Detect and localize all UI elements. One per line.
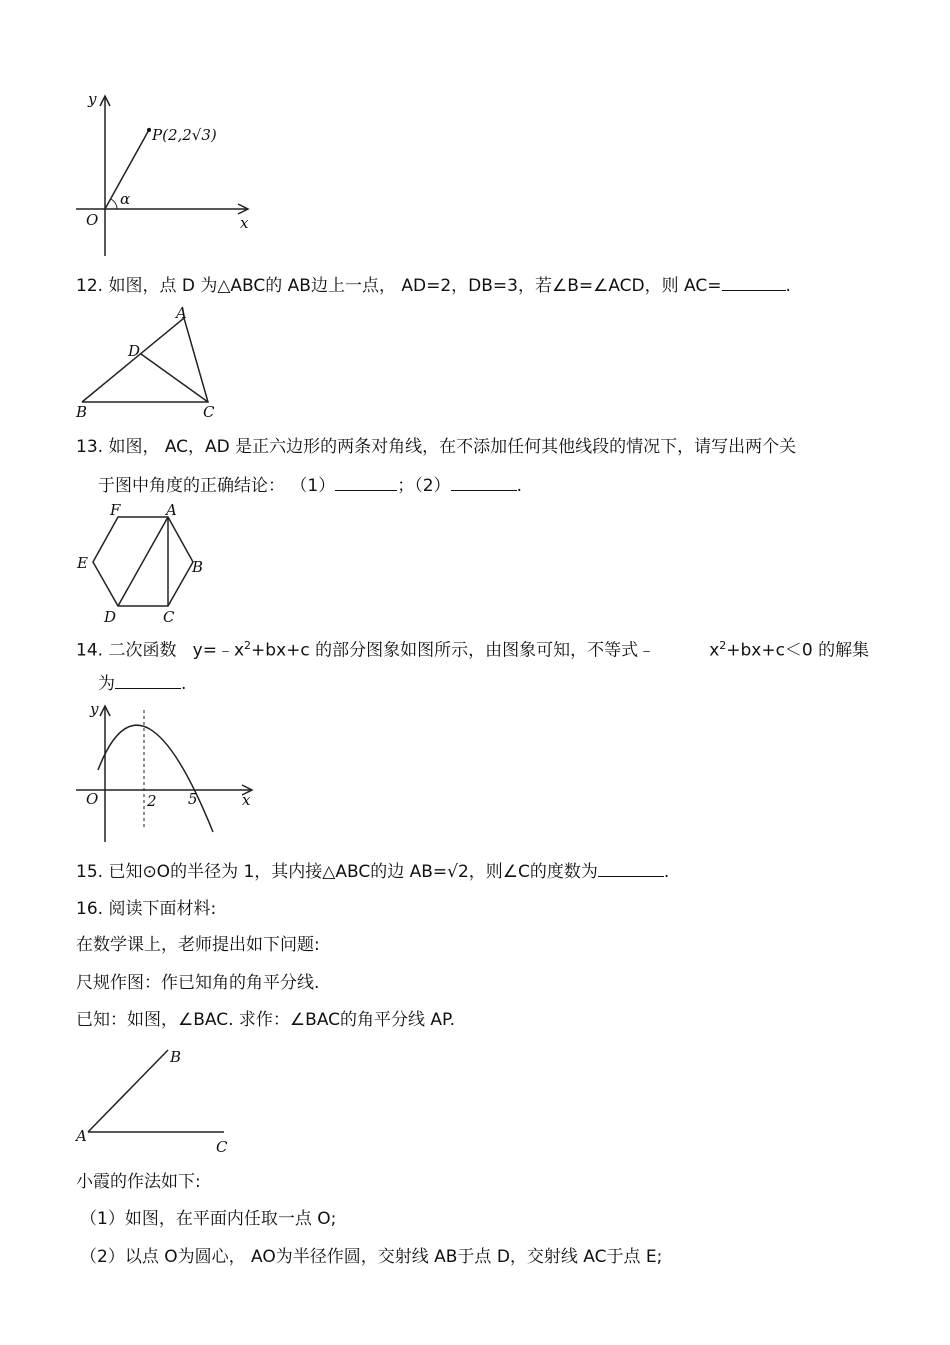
q12-text: 12. 如图，点 D 为△ABC的 AB边上一点， AD=2，DB=3，若∠B=∠ACD，则 AC= . bbox=[76, 276, 791, 296]
q16-line4: 小霞的作法如下: bbox=[76, 1172, 201, 1192]
q16-title: 16. 阅读下面材料: bbox=[76, 899, 217, 919]
q16-line3: 已知：如图，∠BAC. 求作：∠BAC的角平分线 AP. bbox=[76, 1010, 456, 1030]
q16-step2: （2）以点 O为圆心， AO为半径作圆，交射线 AB于点 D，交射线 AC于点 E; bbox=[80, 1247, 663, 1267]
vertex-c-label: C bbox=[163, 608, 175, 626]
x-axis-label: x bbox=[242, 791, 251, 809]
point-p-label: P(2,2√3) bbox=[152, 126, 217, 144]
tick-5-label: 5 bbox=[188, 790, 198, 808]
q16-line1: 在数学课上，老师提出如下问题: bbox=[76, 935, 320, 955]
origin-label: O bbox=[86, 211, 99, 229]
q16-step1: （1）如图，在平面内任取一点 O; bbox=[80, 1209, 337, 1229]
q12-answer-blank[interactable] bbox=[722, 274, 786, 291]
vertex-e-label: E bbox=[77, 554, 88, 572]
q15-text: 15. 已知⊙O的半径为 1，其内接△ABC的边 AB=√2，则∠C的度数为 . bbox=[76, 862, 670, 882]
q14-line2: 为 . bbox=[98, 674, 187, 694]
vertex-d-label: D bbox=[128, 342, 141, 360]
vertex-a-label: A bbox=[176, 304, 187, 322]
figure-q14-parabola bbox=[70, 700, 260, 845]
vertex-b-label: B bbox=[170, 1048, 182, 1066]
figure-q13-hexagon bbox=[70, 500, 220, 630]
figure-q12-triangle bbox=[70, 305, 230, 420]
q15-answer-blank[interactable] bbox=[598, 860, 664, 877]
angle-alpha-label: α bbox=[120, 190, 131, 208]
tick-2-label: 2 bbox=[147, 792, 157, 810]
q13-answer-blank-2[interactable] bbox=[451, 474, 517, 491]
q13-line1: 13. 如图， AC，AD 是正六边形的两条对角线，在不添加任何其他线段的情况下，请写出两个关 bbox=[76, 437, 797, 457]
vertex-c-label: C bbox=[216, 1138, 228, 1156]
y-axis-label: y bbox=[90, 700, 99, 718]
vertex-b-label: B bbox=[192, 558, 204, 576]
vertex-f-label: F bbox=[110, 501, 121, 519]
x-axis-label: x bbox=[240, 214, 249, 232]
q14-line1: 14. 二次函数 $y=﹣x^2+bx+c$ 的部分图象如图所示，由图象可知，不等式﹣ $x^2+bx+c<0$ 的解集 bbox=[76, 639, 870, 661]
vertex-a-label: A bbox=[166, 501, 177, 519]
vertex-b-label: B bbox=[76, 403, 88, 421]
vertex-a-label: A bbox=[76, 1127, 87, 1145]
vertex-c-label: C bbox=[203, 403, 215, 421]
q16-line2: 尺规作图：作已知角的角平分线. bbox=[76, 973, 320, 993]
y-axis-label: y bbox=[88, 90, 97, 108]
q13-answer-blank-1[interactable] bbox=[335, 474, 397, 491]
figure-q16-angle bbox=[70, 1040, 240, 1155]
q13-line2: 于图中角度的正确结论： （1） ；（2） . bbox=[98, 476, 522, 496]
vertex-d-label: D bbox=[104, 608, 117, 626]
figure-q11-angle bbox=[70, 88, 260, 263]
origin-label: O bbox=[86, 790, 99, 808]
q14-answer-blank[interactable] bbox=[115, 672, 181, 689]
